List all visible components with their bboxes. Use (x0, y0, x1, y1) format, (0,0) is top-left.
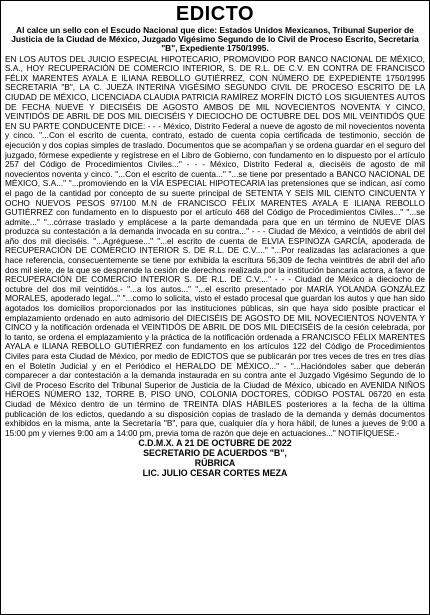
issue-date: C.D.M.X. A 21 DE OCTUBRE DE 2022 (138, 438, 292, 449)
signer-name: LIC. JULIO CESAR CORTES MEZA (142, 467, 288, 478)
notice-body (5, 55, 425, 439)
seal-description: Al calce un sello con el Escudo Nacional que dice: Estados Unidos Mexicanos, Tribunal Superior de Justicia de la Ciudad de México, Juzgado Vigésimo Segundo de lo Civil de Proceso Escrito, Secretaría "B", Expediente 1750/1995. (11, 25, 419, 54)
signer-position: SECRETARIO DE ACUERDOS "B", (143, 448, 287, 459)
signature-block (5, 439, 425, 478)
notice-title: EDICTO (175, 3, 255, 25)
notice-body-text: EN LOS AUTOS DEL JUICIO ESPECIAL HIPOTECARIO, PROMOVIDO POR BANCO NACIONAL DE MÉXICO, S.A., HOY RECUPERACIÓN DE COMERCIO INTERIOR, S. DE R.L. DE C.V. EN CONTRA DE FRANCISCO FÉLIX MARENTES AYALA E ILIANA REBOLLO GUTIÉRREZ, CON NÚMERO DE EXPEDIENTE 1750/1995 SECRETARIA "B", LA C. JUEZA INTERINA VIGÉSIMO SEGUNDO CIVIL DE PROCESO ESCRITO DE LA CIUDAD DE MÉXICO, LICENCIADA CLAUDIA PATRICIA RAMÍREZ MORFÍN DICTÓ LOS SIGUIENTES AUTOS DE FECHA NUEVE Y DIECISÉIS DE AGOSTO AMBOS DE MIL NOVECIENTOS NOVENTA Y CINCO, VEINTIDÓS DE ABRIL DE DOS MIL DIECISÉIS Y DIECIOCHO DE OCTUBRE DEL DOS MIL VEINTIDÓS QUE EN SU PARTE CONDUCENTE DICE: - - - México, Distrito Federal a nueve de agosto de mil novecientos noventa y cinco. "...Con el escrito de cuenta, contrato, estado de cuenta copia certificada de testimonio, sección de ejecución y dos copias simples de traslado. Documentos que se acompañan y se ordena guardar en el seguro del juzgado, fórmese expediente y regístrese en el Libro de Gobierno, con fundamento en lo dispuesto por el artículo 257 del Código de Procedimientos Civiles..." - - - México, Distrito Federal a, dieciséis de agosto de mil novecientos noventa y cinco. "...Con el escrito de cuenta..." "...se tiene por presentado a BANCO NACIONAL DE MÉXICO, S.A..." "...promoviendo en la VÍA ESPECIAL HIPOTECARIA las pretensiones que se indican, así como el pago de la cantidad por concepto de su suerte principal de SETENTA Y SEIS MIL CIENTO CINCUENTA Y OCHO NUEVOS PESOS 97/100 M.N de FRANCISCO FÉLIX MARENTES AYALA E ILIANA REBOLLO GUTIÉRREZ con fundamento en lo dispuesto por el artículo 468 del Código de Procedimientos Civiles..." "...se admite..." "...córrase traslado y emplácese a la parte demandada para que en un término de NUEVE DÍAS produzca su contestación a la demanda invocada en su contra..." - - - Ciudad de México, a veintidós de abril del año dos mil dieciséis. "...Agréguese..." "...el escrito de cuenta de ELVIA ESPINOZA GARCÍA, apoderada de RECUPERACIÓN DE COMERCIO INTERIOR S. DE R.L. DE C.V...." "...Por realizadas las aclaraciones a que hace referencia, consecuentemente se tiene por exhibida la escritura 56,309 de fecha veintitrés de abril del año dos mil siete, de la que se desprende la cesión de derechos realizada por la institución bancaria actora, a favor de RECUPERACIÓN DE COMERCIO INTERIOR S. DE R.L. DE C.V...." - - - Ciudad de México a dieciocho de octubre del dos mil veintidós.- "...a los autos..." "...el escrito presentado por MARÍA YOLANDA GONZÁLEZ MORALES, apoderado legal..." "...como lo solicita, visto el estado procesal que guardan los autos y que han sido agotados los domicilios proporcionados por las instituciones públicas, sin que haya sido posible practicar el emplazamiento ordenado en auto admisorio del DIECISÉIS DE AGOSTO DE MIL NOVECIENTOS NOVENTA Y CINCO y la notificación ordenada el VEINTIDÓS DE ABRIL DE DOS MIL DIECISÉIS de la cesión celebrada, por lo tanto, se ordena el emplazamiento y la práctica de la notificación ordenada a FRANCISCO FÉLIX MARENTES AYALA e ILIANA REBOLLO GUTIÉRREZ con fundamento en los artículos 122 del Código de Procedimientos Civiles para esta Ciudad de México, por medio de EDICTOS que se publicarán por tres veces de tres en tres días en el Boletín Judicial y en el Periódico el HERALDO DE MÉXICO..." - "...Hacióndoles saber que deberán comparecer a dar contestación a la demanda instaurada en su contra ante el Juzgado Vigésimo Segundo de lo Civil de Proceso Escrito del Tribunal Superior de Justicia de la Ciudad de México, ubicado en AVENIDA NIÑOS HÉROES NÚMERO 132, TORRE B, PISO UNO, COLONIA DOCTORES, CÓDIGO POSTAL 06720 en esta Ciudad de México dentro de un término de TREINTA DÍAS HÁBILES posteriores a la fecha de la última publicación de los edictos, quedando a su disposición copias de traslado de la demanda y demás documentos exhibidos en la misma, ante la Secretaría "B", para que, cualquier día y hora hábil, de lunes a jueves de 9:00 a 15:00 pm y viernes 9:00 am a 14:00 pm, previa toma de razón que deje en actuaciones..." NOTIFÍQUESE.- (5, 53, 425, 438)
signature-label: RÚBRICA (194, 457, 236, 468)
